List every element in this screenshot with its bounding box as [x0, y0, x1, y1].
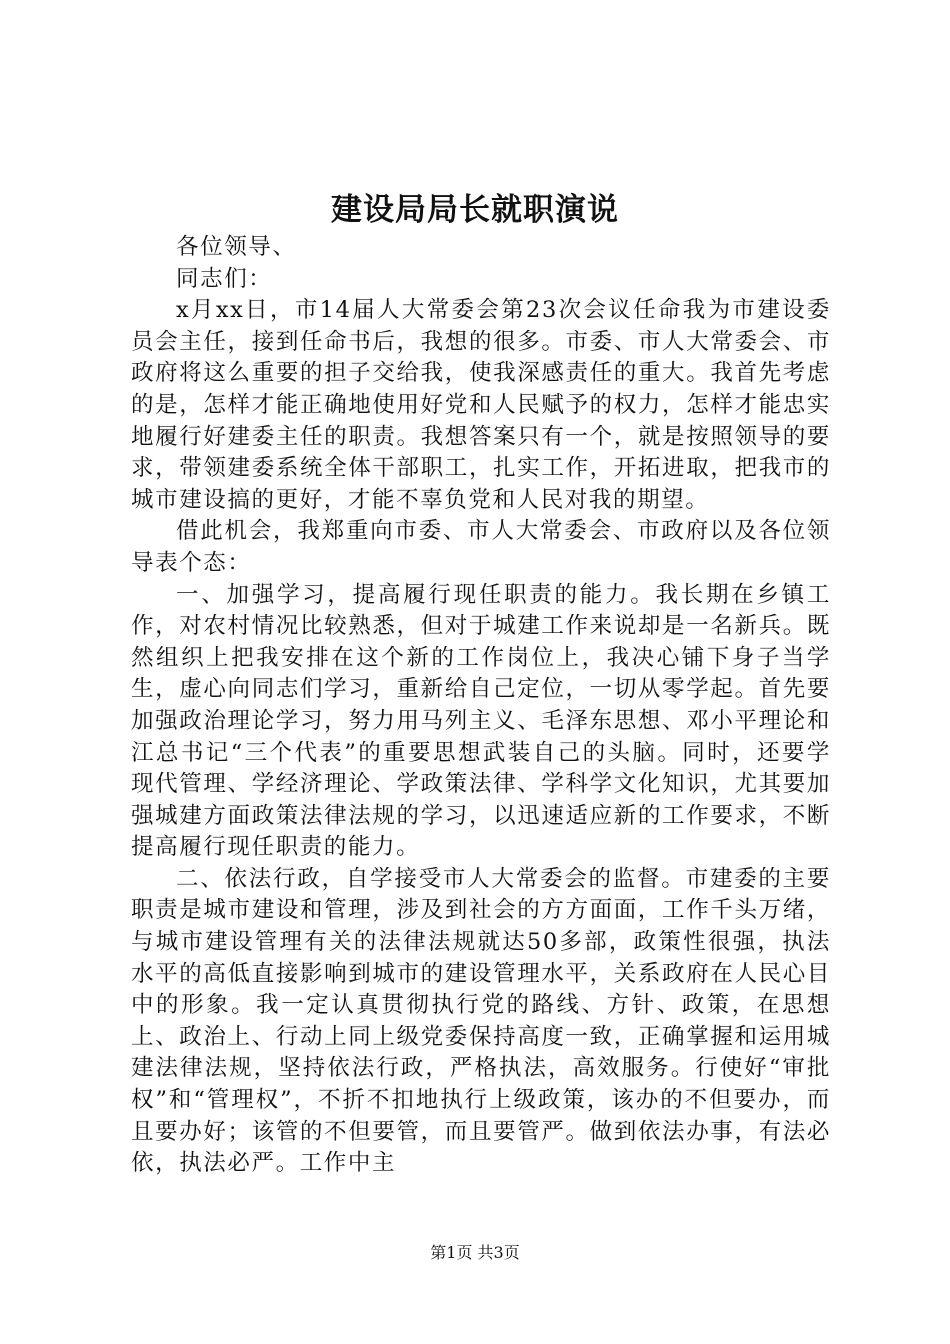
salutation-leaders: 各位领导、 [176, 234, 297, 260]
paragraph-statement: 借此机会，我郑重向市委、市人大常委会、市政府以及各位领导表个态： [131, 518, 831, 576]
paragraph-appointment: x月xx日，市14届人大常委会第23次会议任命我为市建设委员会主任，接到任命书后，我想的很多。市委、市人大常委会、市政府将这么重要的担子交给我，使我深感责任的重大。我首先考虑的是，怎样才能正确地使用好党和人民赋予的权力，怎样才能忠实地履行好建委主任的职责。我想答案只有一个，就是按照领导的要求，带领建委系统全体干部职工，扎实工作，开拓进取，把我市的城市建设搞的更好，才能不辜负党和人民对我的期望。 [131, 297, 831, 513]
page-number-footer: 第1页 共3页 [430, 1243, 520, 1262]
salutation-comrades: 同志们： [176, 265, 273, 292]
paragraph-point-two: 二、依法行政，自学接受市人大常委会的监督。市建委的主要职责是城市建设和管理，涉及到社会的方方面面，工作千头万绪，与城市建设管理有关的法律法规就达50多部，政策性很强，执法水平的高低直接影响到城市的建设管理水平，关系政府在人民心目中的形象。我一定认真贯彻执行党的路线、方针、政策，在思想上、政治上、行动上同上级党委保持高度一致，正确掌握和运用城建法律法规，坚持依法行政，严格执法，高效服务。行使好“审批权”和“管理权”，不折不扣地执行上级政策，该办的不但要办，而且要办好；该管的不但要管，而且要管严。做到依法办事，有法必依，执法必严。工作中主 [131, 865, 831, 1177]
document-body [131, 232, 831, 1180]
document-title: 建设局局长就职演说 [331, 192, 619, 228]
paragraph-point-one: 一、加强学习，提高履行现任职责的能力。我长期在乡镇工作，对农村情况比较熟悉，但对于城建工作来说却是一名新兵。既然组织上把我安排在这个新的工作岗位上，我决心铺下身子当学生，虚心向同志们学习，重新给自己定位，一切从零学起。首先要加强政治理论学习，努力用马列主义、毛泽东思想、邓小平理论和江总书记“三个代表”的重要思想武装自己的头脑。同时，还要学现代管理、学经济理论、学政策法律、学科学文化知识，尤其要加强城建方面政策法律法规的学习，以迅速适应新的工作要求，不断提高履行现任职责的能力。 [131, 581, 831, 861]
